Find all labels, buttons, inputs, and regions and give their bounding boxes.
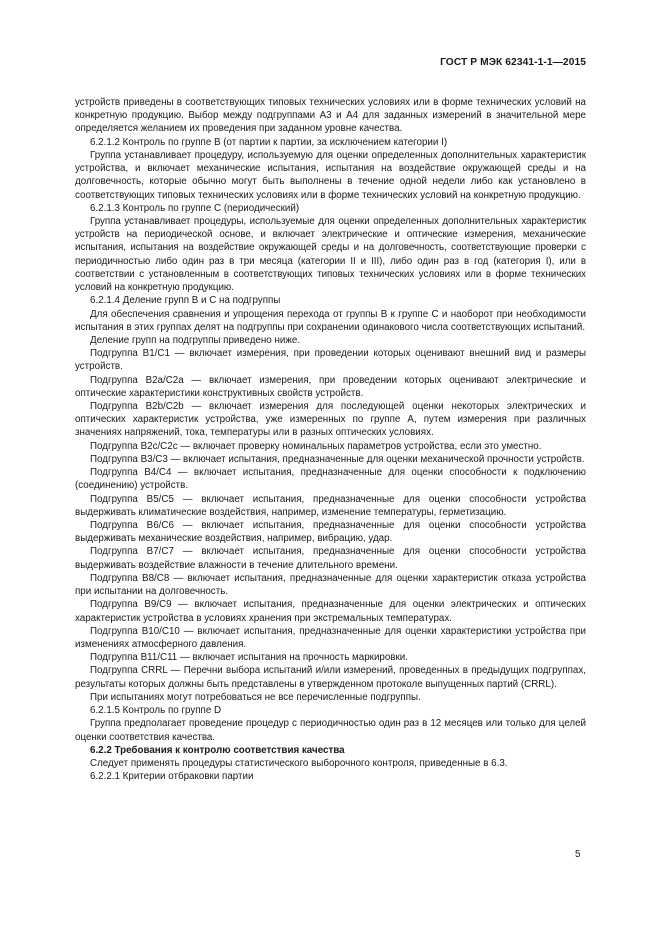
list-item-subgroup-crrl: Подгруппа CRRL — Перечни выбора испытаний и/или измерений, проведенных в предыдущих подгруппах, результаты которых должны быть представлены в утвержденном протоколе выпущенных партий (CRRL).	[75, 665, 586, 690]
list-item-subgroup-b3: Подгруппа В3/С3 — включает испытания, предназначенные для оценки механической прочности устройств.	[90, 453, 585, 465]
list-item-subgroup-b10: Подгруппа В10/С10 — включает испытания, предназначенные для оценки характеристики устройства при изменениях атмосферного давления.	[75, 625, 586, 650]
list-item-subgroup-b7: Подгруппа В7/С7 — включает испытания, предназначенные для оценки способности устройства выдерживать воздействие влажности в течение длительного времени.	[75, 546, 586, 571]
list-item-subgroup-b5: Подгруппа В5/С5 — включает испытания, предназначенные для оценки способности устройства выдерживать климатические воздействия, например, изменение температуры, герметизацию.	[75, 493, 586, 518]
list-item-subgroup-b9: Подгруппа В9/С9 — включает испытания, предназначенные для оценки электрических и оптических характеристик устройства в условиях хранения при экстремальных температурах.	[75, 599, 586, 624]
list-item-subgroup-b2c: Подгруппа В2с/С2с — включает проверку номинальных параметров устройства, если это уместно.	[90, 440, 542, 452]
heading-6-2-1-2: 6.2.1.2 Контроль по группе В (от партии к партии, за исключением категории I)	[90, 136, 448, 148]
heading-6-2-1-3: 6.2.1.3 Контроль по группе С (периодический)	[90, 202, 300, 214]
heading-6-2-1-5: 6.2.1.5 Контроль по группе D	[90, 705, 222, 717]
heading-6-2-2-1: 6.2.2.1 Критерии отбраковки партии	[90, 771, 254, 783]
document-code-header: ГОСТ Р МЭК 62341-1-1—2015	[440, 57, 586, 68]
list-item-subgroup-b4: Подгруппа В4/С4 — включает испытания, предназначенные для оценки способности к подключению (соединению) устройств.	[75, 467, 586, 492]
heading-6-2-1-4: 6.2.1.4 Деление групп В и С на подгруппы	[90, 295, 281, 307]
paragraph-statistical-sampling: Следует применять процедуры статистического выборочного контроля, приведенные в 6.3.	[90, 757, 508, 769]
paragraph-not-all-subgroups: При испытаниях могут потребоваться не все перечисленные подгруппы.	[90, 691, 421, 703]
paragraph-group-d: Группа предполагает проведение процедур с периодичностью один раз в 12 месяцев или только для целей оценки соответствия качества.	[75, 718, 586, 743]
paragraph-group-b: Группа устанавливает процедуру, используемую для оценки определенных дополнительных характеристик устройства, и включает механические испытания, испытания на воздействие окружающей среды и на долговечность, которые обычно могут быть выполнены в течение одной недели либо как установлено в соответствующих типовых технических условиях или в форме технических условий на конкретную продукцию.	[75, 149, 586, 201]
paragraph-group-c: Группа устанавливает процедуры, используемые для оценки определенных дополнительных характеристик устройств на периодической основе, и включает электрические и оптические измерения, механические испытания, испытания на воздействие окружающей среды и на долговечность, соответствующие проверки с периодичностью либо один раз в три месяца (категории II и III), либо один раз в год (категория I), или в соответствии с установленным в соответствующих типовых технических условиях или в форме технических условий на конкретную продукцию.	[75, 215, 586, 294]
heading-6-2-2: 6.2.2 Требования к контролю соответствия качества	[90, 744, 345, 756]
paragraph-continuation: устройств приведены в соответствующих типовых технических условиях или в форме технических условий на конкретную продукцию. Выбор между подгруппами А3 и А4 для заданных измерений в значительной мере определяется желанием их проведения при заданном уровне качества.	[75, 97, 586, 135]
paragraph-subgroup-division: Для обеспечения сравнения и упрощения перехода от группы В к группе С и наоборот при необходимости испытания в этих группах делят на подгруппы при сохранении одинакового числа соответствующих испытаний.	[75, 308, 586, 333]
list-item-subgroup-b8: Подгруппа В8/С8 — включает испытания, предназначенные для оценки характеристик отказа устройства при испытании на долговечность.	[75, 572, 586, 598]
list-item-subgroup-b11: Подгруппа В11/С11 — включает испытания на прочность маркировки.	[90, 652, 408, 664]
page-number: 5	[575, 849, 581, 860]
list-item-subgroup-b1: Подгруппа В1/С1 — включает измерения, при проведении которых оценивают внешний вид и размеры устройств.	[75, 348, 586, 373]
document-body	[75, 96, 586, 783]
list-item-subgroup-b2a: Подгруппа В2а/С2а — включает измерения, при проведении которых оценивают электрические и оптические характеристики конструктивных свойств устройств.	[75, 374, 586, 399]
list-item-subgroup-b6: Подгруппа В6/С6 — включает испытания, предназначенные для оценки способности устройства выдерживать механические воздействия, например, вибрацию, удар.	[75, 520, 586, 545]
paragraph-division-intro: Деление групп на подгруппы приведено ниже.	[90, 334, 301, 346]
list-item-subgroup-b2b: Подгруппа В2b/С2b — включает измерения для последующей оценки некоторых электрических и оптических характеристик устройства, уже измеренных по группе А, путем измерения при различных значениях напряжений, тока, температуры или в разных оптических условиях.	[75, 401, 586, 439]
